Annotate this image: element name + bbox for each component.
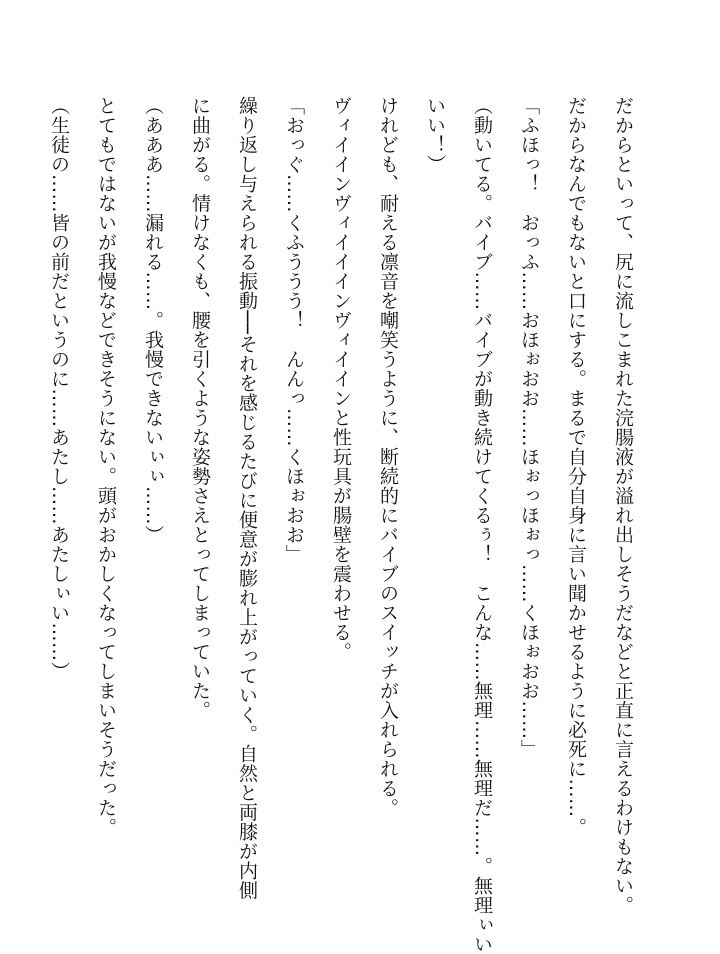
text-line-4: （動いてる。バイブ……バイブが動き続けてくるぅ！ こんな……無理……無理だ……。無理ぃい <box>471 96 493 954</box>
text-line-7: ヴィイインヴィイイインヴィイインと性玩具が腸壁を震わせる。 <box>330 96 352 662</box>
text-line-11: （あああ……漏れる……。我慢できないぃぃ……） <box>142 96 164 545</box>
text-line-9: 繰り返し与えられる振動──それを感じるたびに便意が膨れ上がっていく。自然と両膝が内側 <box>236 96 258 900</box>
text-line-5: いい！） <box>424 96 446 174</box>
text-line-2: だからなんでもないと口にする。まるで自分自身に言い聞かせるように必死に……。 <box>565 96 587 837</box>
text-line-12: とてもではないが我慢などできそうにない。頭がおかしくなってしまいそうだった。 <box>95 96 117 837</box>
text-line-13: （生徒の……皆の前だというのに……あたし……あたしぃい……） <box>48 96 70 681</box>
text-line-3: 「ふほっ！ おっふ……おほぉおお……ほぉっほぉっ……くほぉおお……」 <box>518 96 540 759</box>
vertical-text-body <box>35 96 646 954</box>
text-line-6: けれども、耐える凛音を嘲笑うように、断続的にバイブのスイッチが入れられる。 <box>377 96 399 818</box>
text-line-8: 「おっぐ……くふううう！ んんっ……くほぉおお」 <box>283 96 305 564</box>
text-line-1: だからといって、尻に流しこまれた浣腸液が溢れ出しそうだなどと正直に言えるわけもない。 <box>612 96 634 915</box>
text-line-10: に曲がる。情けなくも、腰を引くような姿勢さえとってしまっていた。 <box>189 96 211 720</box>
